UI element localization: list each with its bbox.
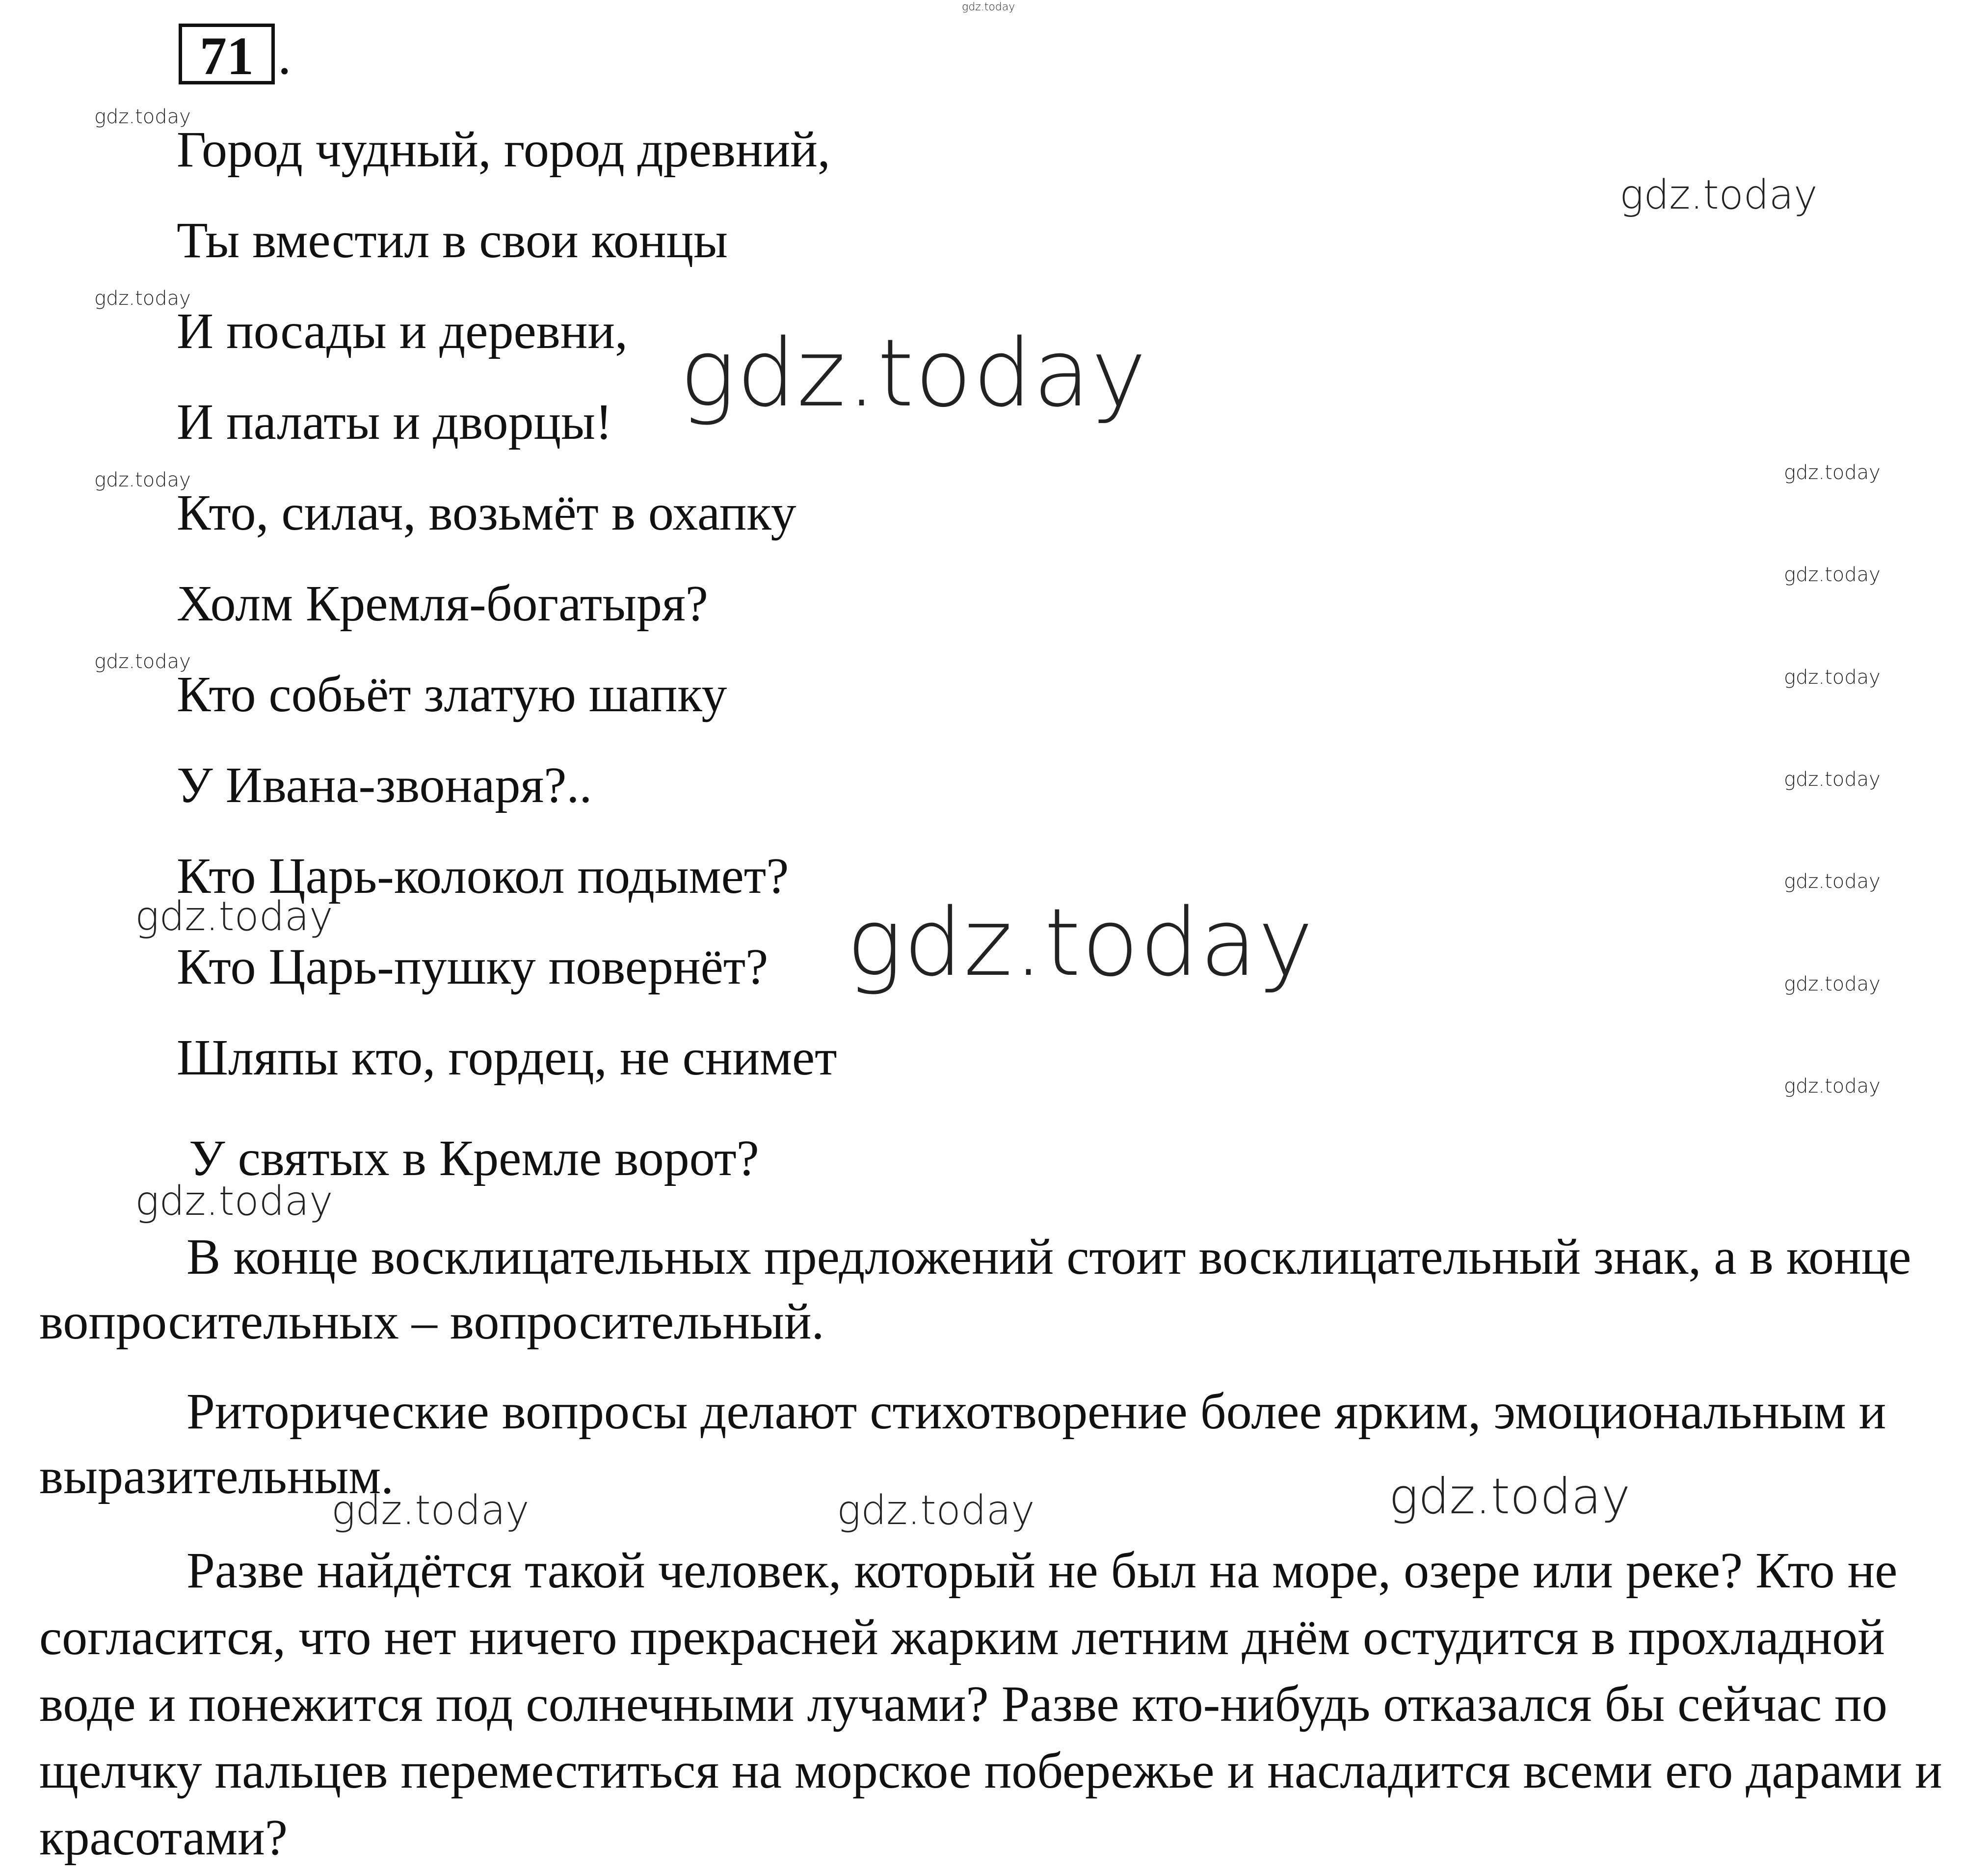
watermark: gdz.today xyxy=(1784,666,1881,689)
watermark: gdz.today xyxy=(1619,172,1818,218)
watermark: gdz.today xyxy=(94,650,191,673)
poem-line: Шляпы кто, гордец, не снимет xyxy=(177,1029,837,1086)
poem-line: Ты вместил в свои концы xyxy=(177,212,728,268)
paragraph-rhetorical: Риторические вопросы делают стихотворение более ярким, эмоциональным и выразительным. xyxy=(39,1383,1886,1504)
watermark: gdz.today xyxy=(962,1,1015,13)
watermark: gdz.today xyxy=(1784,973,1881,995)
watermark: gdz.today xyxy=(680,319,1147,428)
watermark: gdz.today xyxy=(94,287,191,310)
poem-line: Кто, силач, возьмёт в охапку xyxy=(177,484,796,541)
watermark: gdz.today xyxy=(1784,768,1881,791)
poem-line: Город чудный, город древний, xyxy=(177,121,830,178)
task-number: 71 xyxy=(179,24,275,84)
poem-line: И палаты и дворцы! xyxy=(177,394,612,450)
watermark: gdz.today xyxy=(94,106,191,128)
poem-line: Кто Царь-колокол подымет? xyxy=(177,848,789,904)
poem-line: Холм Кремля-богатыря? xyxy=(177,575,708,632)
watermark: gdz.today xyxy=(135,1178,333,1225)
watermark: gdz.today xyxy=(837,1487,1035,1534)
watermark: gdz.today xyxy=(1784,1075,1881,1098)
paragraph-punctuation: В конце восклицательных предложений стоит восклицательный знак, а в конце вопросительных – вопросительный. xyxy=(39,1229,1911,1350)
paragraph-example: Разве найдётся такой человек, который не был на море, озере или реке? Кто не согласится, что нет ничего прекрасней жарким летним днём остудится в прохладной воде и понежится под солнечными лучами? Разве кто-нибудь отказался бы сейчас по щелчку пальцев переместиться на морское побережье и насладится всеми его дарами и красотами? xyxy=(39,1542,1942,1866)
task-number-dot: . xyxy=(278,26,292,85)
watermark: gdz.today xyxy=(847,888,1314,997)
poem-line: У Ивана-звонаря?.. xyxy=(177,757,592,813)
poem-line: Кто Царь-пушку повернёт? xyxy=(177,938,769,995)
watermark: gdz.today xyxy=(1784,870,1881,893)
poem-line: У святых в Кремле ворот? xyxy=(189,1130,759,1186)
poem-line: Кто собьёт златую шапку xyxy=(177,666,727,723)
watermark: gdz.today xyxy=(1389,1468,1631,1525)
watermark: gdz.today xyxy=(1784,461,1881,484)
watermark: gdz.today xyxy=(331,1487,530,1534)
watermark: gdz.today xyxy=(135,893,333,940)
poem-line: И посады и деревни, xyxy=(177,303,628,359)
watermark: gdz.today xyxy=(94,469,191,491)
watermark: gdz.today xyxy=(1784,563,1881,586)
